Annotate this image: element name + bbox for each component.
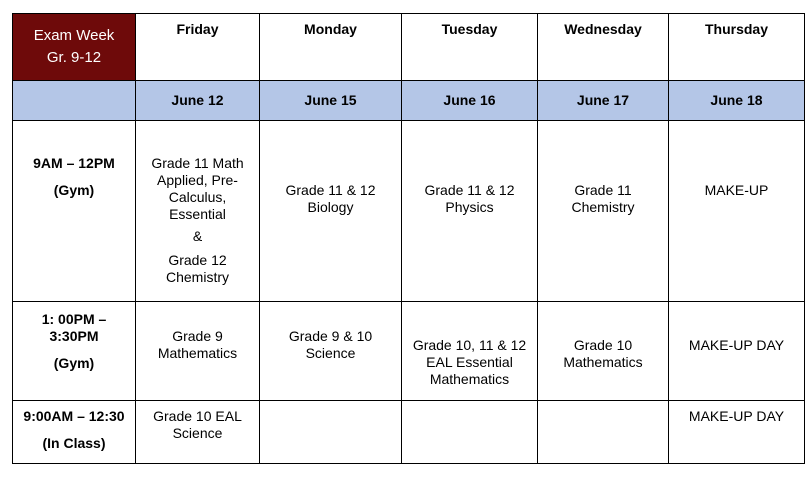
exam-cell-line: MAKE-UP DAY xyxy=(688,408,785,424)
time-slot-line: 9AM – 12PM xyxy=(33,155,115,171)
date-row xyxy=(13,81,805,121)
time-slot-row xyxy=(13,401,805,464)
time-slot-line: 9:00AM – 12:30 xyxy=(23,408,125,424)
time-slot-line: 3:30PM xyxy=(49,328,99,344)
exam-cell xyxy=(669,302,805,401)
exam-cell-line: & xyxy=(192,228,203,244)
exam-cell-empty xyxy=(538,401,669,464)
grade-range: Gr. 9-12 xyxy=(46,49,102,66)
exam-cell-line: Grade 10 xyxy=(573,337,633,353)
exam-cell-empty xyxy=(402,401,538,464)
exam-cell-line: Mathematics xyxy=(563,354,643,370)
exam-cell xyxy=(260,302,402,401)
exam-cell xyxy=(136,121,260,302)
time-slot-label xyxy=(13,302,136,401)
exam-cell-line: Grade 11 & 12 xyxy=(424,182,515,198)
exam-cell-line: Grade 9 & 10 xyxy=(288,328,373,344)
exam-cell-line: Calculus, xyxy=(168,189,227,205)
exam-cell-empty xyxy=(260,401,402,464)
exam-week-label xyxy=(13,14,136,81)
exam-cell xyxy=(136,302,260,401)
exam-cell xyxy=(538,302,669,401)
exam-cell-line: Grade 9 xyxy=(172,328,223,344)
time-slot-row xyxy=(13,121,805,302)
date-cell: June 16 xyxy=(402,81,538,121)
time-slot-label xyxy=(13,121,136,302)
exam-schedule-table xyxy=(12,13,805,464)
exam-cell-line: Chemistry xyxy=(571,199,635,215)
time-slot-row xyxy=(13,302,805,401)
exam-cell-line: Grade 12 xyxy=(168,252,227,268)
day-header-monday: Monday xyxy=(260,14,402,81)
exam-cell-line: Physics xyxy=(445,199,494,215)
exam-cell xyxy=(136,401,260,464)
exam-cell-line: Science xyxy=(305,345,356,361)
exam-cell-line: Grade 11 xyxy=(574,182,632,198)
date-cell: June 17 xyxy=(538,81,669,121)
exam-cell-line: Essential xyxy=(169,206,226,222)
date-row-blank xyxy=(13,81,136,121)
exam-week-title: Exam Week xyxy=(33,27,115,44)
exam-cell-line: Science xyxy=(172,425,223,441)
exam-cell-line: Grade 10, 11 & 12 xyxy=(412,337,527,353)
exam-cell-line: Mathematics xyxy=(157,345,238,361)
day-header-wednesday: Wednesday xyxy=(538,14,669,81)
exam-cell xyxy=(538,121,669,302)
exam-cell-line: Mathematics xyxy=(429,371,510,387)
exam-cell-line: Biology xyxy=(307,199,354,215)
time-slot-line: (Gym) xyxy=(53,182,95,198)
exam-cell-line: Chemistry xyxy=(165,269,229,285)
day-header-tuesday: Tuesday xyxy=(402,14,538,81)
exam-cell xyxy=(402,302,538,401)
exam-cell-line: MAKE-UP xyxy=(704,182,769,198)
exam-cell xyxy=(669,401,805,464)
exam-cell-line: Grade 11 & 12 xyxy=(285,182,376,198)
date-cell: June 15 xyxy=(260,81,402,121)
time-slot-line: (In Class) xyxy=(42,435,106,451)
exam-cell xyxy=(260,121,402,302)
header-row xyxy=(13,14,805,81)
exam-cell-line: Grade 11 Math xyxy=(151,155,244,171)
time-slot-line: 1: 00PM – xyxy=(41,311,107,327)
date-cell: June 12 xyxy=(136,81,260,121)
day-header-thursday: Thursday xyxy=(669,14,805,81)
exam-cell-line: Grade 10 EAL xyxy=(153,408,242,424)
exam-cell xyxy=(402,121,538,302)
day-header-friday: Friday xyxy=(136,14,260,81)
exam-cell-line: Applied, Pre- xyxy=(157,172,238,188)
date-cell: June 18 xyxy=(669,81,805,121)
exam-cell-line: MAKE-UP DAY xyxy=(688,337,785,353)
time-slot-label xyxy=(13,401,136,464)
exam-cell-line: EAL Essential xyxy=(426,354,513,370)
exam-cell xyxy=(669,121,805,302)
time-slot-line: (Gym) xyxy=(53,355,95,371)
